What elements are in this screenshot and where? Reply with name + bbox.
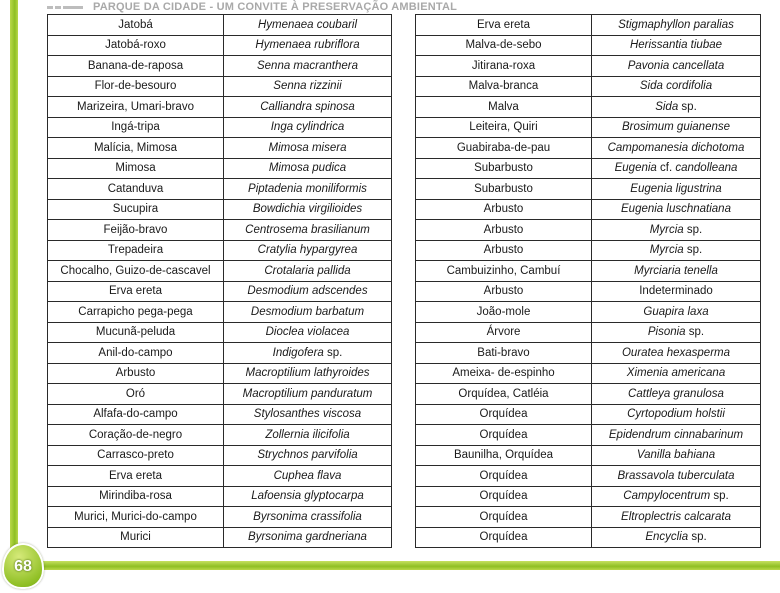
common-name-cell: Mimosa: [48, 158, 224, 179]
scientific-name: Myrcia: [649, 223, 684, 236]
common-name-cell: Arbusto: [416, 281, 592, 302]
scientific-name-cell: [224, 466, 392, 487]
scientific-name-cell: [224, 425, 392, 446]
scientific-name: Sida cordifolia: [639, 80, 713, 93]
scientific-name: Hymenaea coubaril: [257, 18, 358, 31]
scientific-name: Macroptilium lathyroides: [245, 367, 370, 380]
table-row: [48, 281, 392, 302]
scientific-name-cell: [224, 527, 392, 548]
scientific-name-cell: [592, 179, 761, 200]
scientific-name-cell: [592, 138, 761, 159]
scientific-name: Inga cylindrica: [270, 121, 345, 134]
table-row: [48, 425, 392, 446]
scientific-name: Centrosema brasilianum: [245, 223, 370, 236]
table-row: [48, 363, 392, 384]
table-row: [48, 261, 392, 282]
common-name-cell: Subarbusto: [416, 179, 592, 200]
common-name-cell: Alfafa-do-campo: [48, 404, 224, 425]
table-row: [416, 199, 761, 220]
scientific-name-cell: [224, 240, 392, 261]
species-abbreviation: sp.: [688, 531, 707, 544]
common-name-cell: Malícia, Mimosa: [48, 138, 224, 159]
scientific-name-cell: [224, 445, 392, 466]
scientific-name: Sida: [655, 100, 679, 113]
table-row: [416, 76, 761, 97]
scientific-name: Herissantia tiubae: [629, 39, 723, 52]
common-name-cell: Jatobá-roxo: [48, 35, 224, 56]
table-row: [48, 15, 392, 36]
common-name-cell: Cambuizinho, Cambuí: [416, 261, 592, 282]
scientific-name: Myrciaria tenella: [634, 264, 718, 277]
scientific-name-cell: [224, 76, 392, 97]
table-row: [416, 507, 761, 528]
scientific-name: Eugenia ligustrina: [630, 182, 722, 195]
common-name-cell: Arbusto: [48, 363, 224, 384]
scientific-name-cell: [224, 138, 392, 159]
table-row: [48, 117, 392, 138]
scientific-name-cell: [224, 384, 392, 405]
scientific-name: Zollernia ilicifolia: [265, 428, 350, 441]
scientific-name-cell: [592, 158, 761, 179]
page-header: [47, 0, 547, 14]
scientific-name: Stigmaphyllon paralias: [618, 18, 734, 31]
scientific-name-plain: Indeterminado: [639, 285, 713, 298]
scientific-name: Mimosa misera: [268, 141, 347, 154]
common-name-cell: Murici, Murici-do-campo: [48, 507, 224, 528]
table-row: [48, 35, 392, 56]
common-name-cell: Guabiraba-de-pau: [416, 138, 592, 159]
common-name-cell: Malva-de-sebo: [416, 35, 592, 56]
common-name-cell: Arbusto: [416, 220, 592, 241]
left-green-bar: [10, 0, 18, 560]
scientific-name-cell: [592, 261, 761, 282]
scientific-name-cell: [592, 302, 761, 323]
scientific-name: Bowdichia virgilioides: [252, 203, 363, 216]
table-row: [48, 240, 392, 261]
scientific-name-cell: [592, 486, 761, 507]
scientific-name: Piptadenia moniliformis: [248, 182, 367, 195]
scientific-name-cell: [592, 97, 761, 118]
scientific-name-cell: [592, 15, 761, 36]
common-name-cell: Marizeira, Umari-bravo: [48, 97, 224, 118]
scientific-name: Cratylia hypargyrea: [257, 244, 358, 257]
table-row: [416, 56, 761, 77]
table-row: [416, 117, 761, 138]
scientific-name-cell: [592, 117, 761, 138]
table-row: [416, 343, 761, 364]
common-name-cell: João-mole: [416, 302, 592, 323]
common-name-cell: Flor-de-besouro: [48, 76, 224, 97]
common-name-cell: Coração-de-negro: [48, 425, 224, 446]
scientific-name-cell: [224, 322, 392, 343]
common-name-cell: Malva-branca: [416, 76, 592, 97]
common-name-cell: Arbusto: [416, 199, 592, 220]
common-name-cell: Mucunã-peluda: [48, 322, 224, 343]
table-row: [416, 404, 761, 425]
common-name-cell: Oró: [48, 384, 224, 405]
scientific-name-cell: [592, 281, 761, 302]
scientific-name-cell: [224, 404, 392, 425]
common-name-cell: Orquídea: [416, 466, 592, 487]
scientific-name-cell: [224, 199, 392, 220]
scientific-name-cell: [224, 220, 392, 241]
species-abbreviation: sp.: [685, 326, 705, 339]
scientific-name: Brosimum guianense: [621, 121, 731, 134]
table-row: [48, 322, 392, 343]
scientific-name: Indigofera: [272, 346, 324, 359]
common-name-cell: Árvore: [416, 322, 592, 343]
table-row: [48, 527, 392, 548]
common-name-cell: Erva ereta: [48, 281, 224, 302]
scientific-name-cell: [592, 240, 761, 261]
scientific-name: Hymenaea rubriflora: [255, 39, 360, 52]
table-row: [416, 281, 761, 302]
species-abbreviation: sp.: [678, 100, 697, 113]
table-row: [48, 302, 392, 323]
common-name-cell: Baunilha, Orquídea: [416, 445, 592, 466]
table-row: [416, 240, 761, 261]
scientific-name-cell: [224, 97, 392, 118]
table-row: [416, 466, 761, 487]
scientific-name-cell: [224, 261, 392, 282]
common-name-cell: Ameixa- de-espinho: [416, 363, 592, 384]
common-name-cell: Malva: [416, 97, 592, 118]
scientific-name-cell: [592, 199, 761, 220]
common-name-cell: Orquídea: [416, 404, 592, 425]
scientific-name: Ximenia americana: [626, 367, 726, 380]
scientific-name-cell: [224, 486, 392, 507]
common-name-cell: Erva ereta: [48, 466, 224, 487]
common-name-cell: Orquídea: [416, 507, 592, 528]
scientific-name: Byrsonima crassifolia: [253, 510, 362, 523]
common-name-cell: Mirindiba-rosa: [48, 486, 224, 507]
page-number: 68: [14, 558, 32, 575]
table-row: [48, 76, 392, 97]
common-name-cell: Carrasco-preto: [48, 445, 224, 466]
scientific-name-cell: [224, 302, 392, 323]
species-abbreviation: sp.: [323, 346, 343, 359]
table-row: [416, 384, 761, 405]
common-name-cell: Orquídea: [416, 527, 592, 548]
table-row: [48, 199, 392, 220]
table-row: [48, 158, 392, 179]
scientific-name-cell: [592, 363, 761, 384]
scientific-name-cell: [224, 507, 392, 528]
common-name-cell: Catanduva: [48, 179, 224, 200]
common-name-cell: Orquídea: [416, 486, 592, 507]
scientific-name: Encyclia: [645, 531, 689, 544]
scientific-name-cell: [592, 76, 761, 97]
table-row: [48, 56, 392, 77]
header-dashes-decoration: [47, 6, 83, 9]
scientific-name: Pavonia cancellata: [627, 59, 725, 72]
scientific-name-cell: [224, 281, 392, 302]
scientific-name-cell: [224, 158, 392, 179]
scientific-name: Ouratea hexasperma: [621, 346, 731, 359]
table-row: [48, 220, 392, 241]
scientific-name: Cuphea flava: [273, 469, 342, 482]
table-row: [416, 445, 761, 466]
scientific-name: Eugenia: [614, 162, 657, 175]
common-name-cell: Anil-do-campo: [48, 343, 224, 364]
scientific-name-cell: [592, 527, 761, 548]
scientific-name: Stylosanthes viscosa: [253, 408, 362, 421]
common-name-cell: Banana-de-raposa: [48, 56, 224, 77]
scientific-name: Vanilla bahiana: [636, 449, 716, 462]
scientific-name-cell: [592, 35, 761, 56]
common-name-cell: Erva ereta: [416, 15, 592, 36]
table-row: [48, 486, 392, 507]
scientific-name-cell: [592, 384, 761, 405]
scientific-name: Senna macranthera: [256, 59, 358, 72]
table-row: [48, 343, 392, 364]
table-row: [48, 404, 392, 425]
table-row: [416, 15, 761, 36]
scientific-name: Senna rizzinii: [273, 80, 342, 93]
scientific-name: Byrsonima gardneriana: [248, 531, 367, 544]
common-name-cell: Arbusto: [416, 240, 592, 261]
bottom-green-bar: [30, 561, 780, 570]
common-name-cell: Ingá-tripa: [48, 117, 224, 138]
scientific-name: Crotalaria pallida: [264, 264, 351, 277]
scientific-name: Desmodium adscendes: [247, 285, 368, 298]
table-row: [416, 220, 761, 241]
table-row: [48, 384, 392, 405]
common-name-cell: Bati-bravo: [416, 343, 592, 364]
table-row: [416, 138, 761, 159]
scientific-name: Dioclea violacea: [265, 326, 350, 339]
table-row: [416, 527, 761, 548]
scientific-name: Cattleya granulosa: [628, 387, 724, 400]
species-abbreviation: sp.: [683, 223, 703, 236]
table-row: [416, 158, 761, 179]
table-row: [48, 466, 392, 487]
common-name-cell: Subarbusto: [416, 158, 592, 179]
common-name-cell: Jatobá: [48, 15, 224, 36]
table-row: [48, 138, 392, 159]
scientific-name: Strychnos parvifolia: [257, 449, 358, 462]
table-row: [416, 302, 761, 323]
scientific-name: Calliandra spinosa: [260, 100, 355, 113]
scientific-name-cell: [224, 35, 392, 56]
scientific-name-cell: [592, 220, 761, 241]
scientific-name: Eugenia luschnatiana: [621, 203, 731, 216]
table-row: [416, 486, 761, 507]
common-name-cell: Murici: [48, 527, 224, 548]
scientific-name-cell: [224, 343, 392, 364]
scientific-name: Cyrtopodium holstii: [627, 408, 725, 421]
scientific-name: Pisonia: [647, 326, 686, 339]
table-row: [416, 363, 761, 384]
scientific-name: Epidendrum cinnabarinum: [608, 428, 744, 441]
scientific-name-qualifier: cf.: [656, 162, 676, 175]
scientific-name-cell: [592, 425, 761, 446]
species-table-right: [415, 14, 761, 548]
common-name-cell: Leiteira, Quiri: [416, 117, 592, 138]
scientific-name: Campylocentrum: [623, 490, 711, 503]
table-row: [416, 322, 761, 343]
scientific-name-cell: [224, 179, 392, 200]
table-row: [416, 35, 761, 56]
scientific-name: Eltroplectris calcarata: [621, 510, 731, 523]
scientific-name: Guapira laxa: [643, 305, 709, 318]
table-row: [48, 179, 392, 200]
table-row: [416, 97, 761, 118]
scientific-name-cell: [592, 56, 761, 77]
common-name-cell: Orquídea, Catléia: [416, 384, 592, 405]
scientific-name-cell: [592, 507, 761, 528]
table-row: [48, 507, 392, 528]
species-abbreviation: sp.: [683, 244, 703, 257]
common-name-cell: Sucupira: [48, 199, 224, 220]
common-name-cell: Orquídea: [416, 425, 592, 446]
scientific-name-cell: [592, 445, 761, 466]
scientific-name: Mimosa pudica: [268, 162, 347, 175]
scientific-name-cell: [592, 466, 761, 487]
species-table-left: [47, 14, 392, 548]
scientific-name-cell: [224, 15, 392, 36]
scientific-name: Lafoensia glyptocarpa: [251, 490, 364, 503]
table-row: [416, 425, 761, 446]
header-title: PARQUE DA CIDADE - UM CONVITE À PRESERVAÇÃO AMBIENTAL: [93, 1, 458, 13]
table-row: [416, 179, 761, 200]
scientific-name: Desmodium barbatum: [250, 305, 365, 318]
scientific-name-cell: [592, 404, 761, 425]
table-row: [416, 261, 761, 282]
scientific-name: Campomanesia dichotoma: [607, 141, 745, 154]
common-name-cell: Trepadeira: [48, 240, 224, 261]
scientific-name-cell: [224, 363, 392, 384]
common-name-cell: Feijão-bravo: [48, 220, 224, 241]
common-name-cell: Jitirana-roxa: [416, 56, 592, 77]
scientific-name-cell: [224, 56, 392, 77]
scientific-name: Brassavola tuberculata: [617, 469, 735, 482]
common-name-cell: Chocalho, Guizo-de-cascavel: [48, 261, 224, 282]
common-name-cell: Carrapicho pega-pega: [48, 302, 224, 323]
species-abbreviation: sp.: [710, 490, 729, 503]
table-row: [48, 445, 392, 466]
scientific-name-cell: [224, 117, 392, 138]
scientific-name: Myrcia: [649, 244, 684, 257]
table-row: [48, 97, 392, 118]
scientific-name-cell: [592, 322, 761, 343]
scientific-name-epithet: candolleana: [675, 162, 738, 175]
scientific-name: Macroptilium panduratum: [242, 387, 373, 400]
scientific-name-cell: [592, 343, 761, 364]
